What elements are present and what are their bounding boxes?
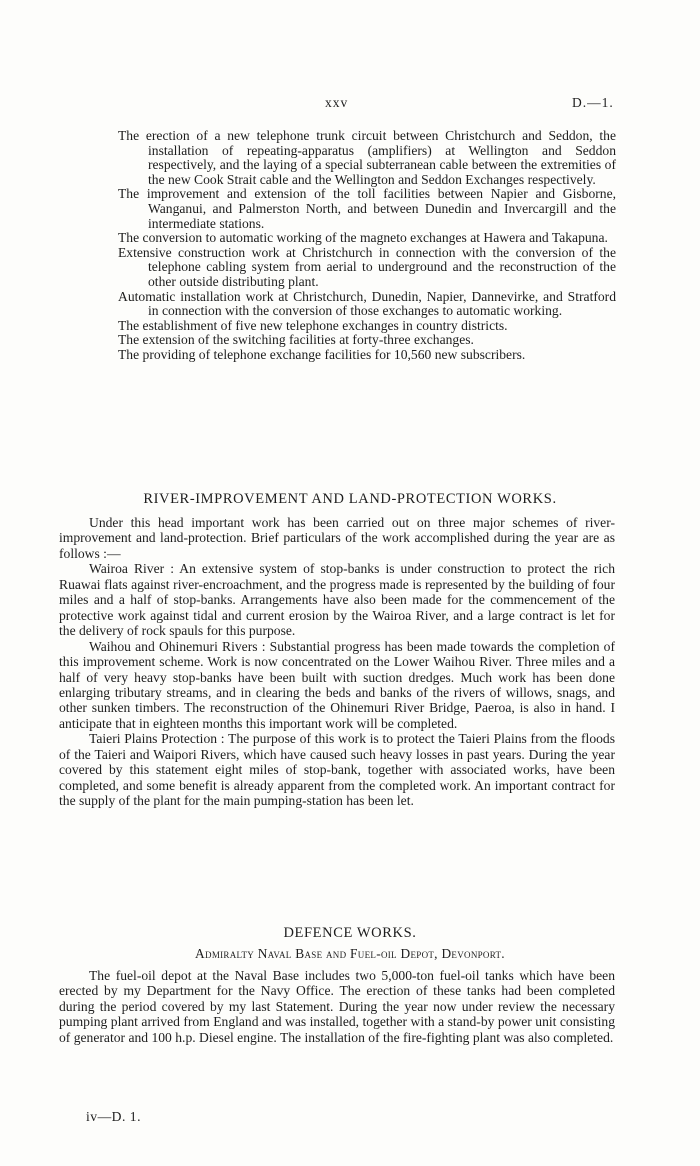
paragraph: Waihou and Ohinemuri Rivers : Substantial progress has been made towards the completion of this improvement scheme. Work is now concentrated on the Lower Waihou River. Three miles and a half of very heavy stop-banks have been built with suction dredges. Much work has been done enlarging tributary streams, and in clearing the beds and banks of the rivers of willows, snags, and other sunken timbers. The reconstruction of the Ohinemuri River Bridge, Paeroa, is also in hand. I anticipate that in eighteen months this important work will be completed. <box>59 638 615 731</box>
list-item: The erection of a new telephone trunk circuit between Christchurch and Seddon, the installation of repeating-apparatus (amplifiers) at Wellington and Seddon respectively, and the laying of a special subterranean cable between the extremities of the new Cook Strait cable and the Wellington and Seddon Exchanges respectively. <box>118 128 616 187</box>
telephone-works-list <box>118 129 616 363</box>
river-section-title: RIVER-IMPROVEMENT AND LAND-PROTECTION WORKS. <box>143 491 557 507</box>
page-number: xxv <box>325 95 349 110</box>
document-reference: D.—1. <box>572 95 614 110</box>
list-item: The improvement and extension of the toll facilities between Napier and Gisborne, Wanganui, and Palmerston North, and between Dunedin and Invercargill and the intermediate stations. <box>118 186 616 231</box>
paragraph: Wairoa River : An extensive system of stop-banks is under construction to protect the rich Ruawai flats against river-encroachment, and the progress made is represented by the building of four miles and a half of stop-banks. Arrangements have also been made for the commencement of the protective work against tidal and current erosion by the Wairoa River, and a large contract is let for the delivery of rock spauls for this purpose. <box>59 561 615 639</box>
defence-section-title: DEFENCE WORKS. <box>283 925 417 941</box>
river-section-body <box>59 515 615 809</box>
defence-subheading: Admiralty Naval Base and Fuel-oil Depot, Devonport. <box>195 946 505 961</box>
list-item: The conversion to automatic working of the magneto exchanges at Hawera and Takapuna. <box>118 230 608 246</box>
list-item: The establishment of five new telephone exchanges in country districts. <box>118 317 508 333</box>
signature-mark: iv—D. 1. <box>86 1109 141 1124</box>
list-item: The extension of the switching facilities at forty-three exchanges. <box>118 332 474 348</box>
list-item: The providing of telephone exchange facilities for 10,560 new subscribers. <box>118 346 526 362</box>
list-item: Extensive construction work at Christchurch in connection with the conversion of the telephone cabling system from aerial to underground and the reconstruction of the other outside distributing plant. <box>118 244 616 289</box>
running-header <box>0 95 700 113</box>
paragraph: The fuel-oil depot at the Naval Base includes two 5,000-ton fuel-oil tanks which have been erected by my Department for the Navy Office. The erection of these tanks had been completed during the period covered by my last Statement. During the year now under review the necessary pumping plant arrived from England and was installed, together with a stand-by power unit consisting of generator and 100 h.p. Diesel engine. The installation of the fire-fighting plant was also completed. <box>59 968 615 1045</box>
paragraph: Under this head important work has been carried out on three major schemes of river-improvement and land-protection. Brief particulars of the work accomplished during the year are as follows :— <box>59 515 615 561</box>
paragraph: Taieri Plains Protection : The purpose of this work is to protect the Taieri Plains from the floods of the Taieri and Waipori Rivers, which have caused such heavy losses in past years. During the year covered by this statement eight miles of stop-bank, together with associated works, have been completed, and some benefit is already apparent from the completed work. An important contract for the supply of the plant for the main pumping-station has been let. <box>59 731 615 809</box>
list-item: Automatic installation work at Christchurch, Dunedin, Napier, Dannevirke, and Stratford in connection with the conversion of those exchanges to automatic working. <box>118 288 616 319</box>
defence-section-body <box>59 968 615 1045</box>
